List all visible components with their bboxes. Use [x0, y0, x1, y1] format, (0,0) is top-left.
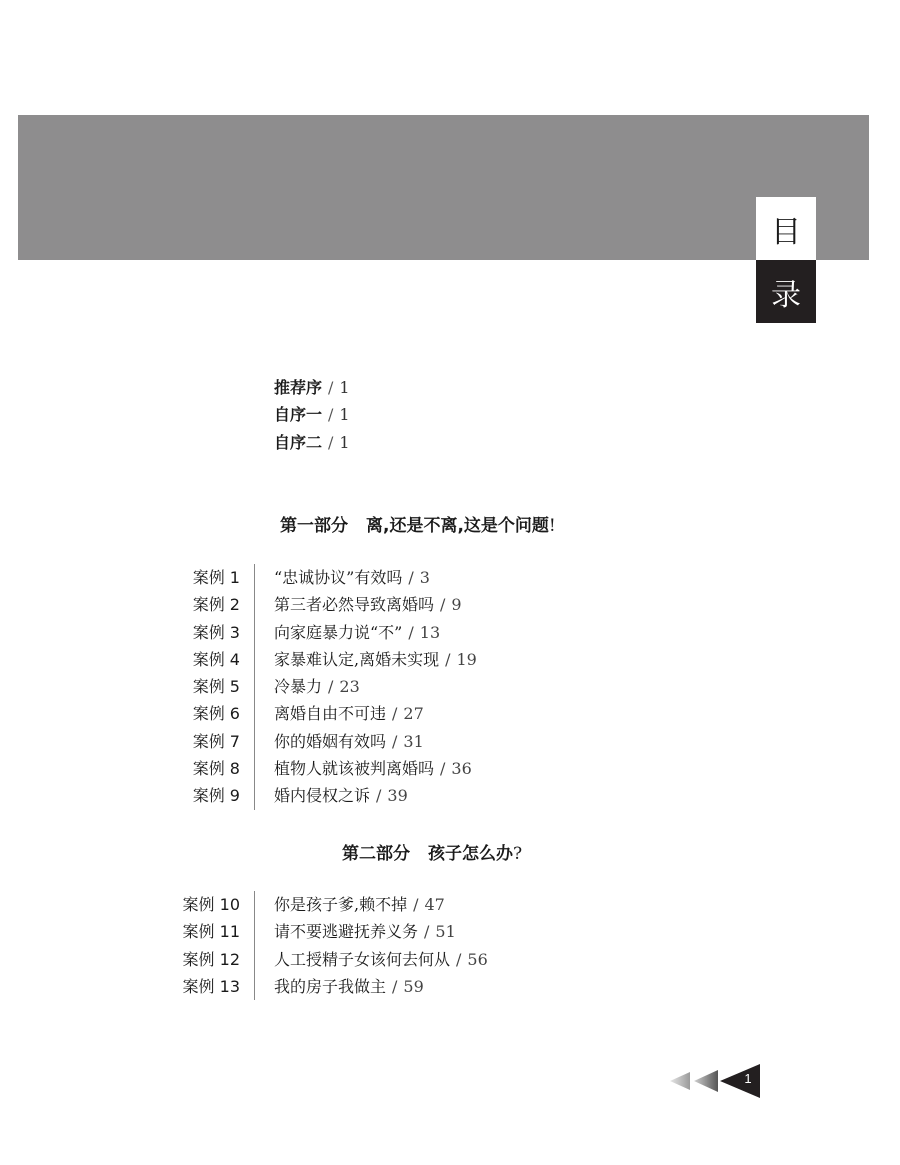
- toc-entry[interactable]: [160, 673, 477, 700]
- separator: /: [392, 731, 398, 751]
- part-title: 离,还是不离,这是个问题: [366, 516, 549, 536]
- front-matter-item[interactable]: [274, 374, 350, 401]
- part-end-punct: ?: [513, 844, 523, 864]
- page-ref: 1: [339, 378, 350, 397]
- separator: /: [328, 677, 334, 697]
- part-heading: [280, 511, 556, 536]
- case-label: 案例 11: [160, 918, 255, 945]
- case-label: 案例 5: [160, 673, 255, 700]
- case-title: “忠诚协议”有效吗: [274, 568, 403, 587]
- part-title: 孩子怎么办: [428, 844, 513, 864]
- triangle-left-mid-icon: [694, 1070, 718, 1092]
- case-title: 植物人就该被判离婚吗: [274, 759, 435, 779]
- front-matter-label: 推荐序: [274, 378, 323, 397]
- separator: /: [328, 378, 334, 397]
- front-matter-label: 自序二: [274, 432, 323, 452]
- case-list: [160, 891, 488, 1000]
- separator: /: [456, 949, 462, 969]
- page-ref: 19: [456, 649, 477, 669]
- page-ref: 3: [419, 568, 430, 587]
- toc-entry[interactable]: [160, 891, 488, 918]
- separator: /: [328, 432, 334, 452]
- separator: /: [445, 649, 451, 669]
- toc-entry[interactable]: [160, 918, 488, 945]
- toc-entry[interactable]: [160, 700, 477, 727]
- page-ref: 27: [403, 704, 424, 724]
- page-title-char-2: 录: [756, 260, 816, 323]
- case-title: 向家庭暴力说“不”: [274, 622, 403, 642]
- page-ref: 36: [451, 759, 472, 779]
- case-label: 案例 6: [160, 700, 255, 727]
- case-title: 你的婚姻有效吗: [274, 731, 387, 751]
- case-label: 案例 1: [160, 564, 255, 591]
- case-title: 离婚自由不可违: [274, 704, 387, 724]
- triangle-left-light-icon: [670, 1072, 690, 1090]
- case-title-line: [255, 591, 462, 618]
- page-ref: 51: [435, 922, 456, 942]
- separator: /: [328, 405, 334, 425]
- toc-entry[interactable]: [160, 728, 477, 755]
- front-matter-list: [274, 374, 350, 456]
- part-end-punct: !: [548, 516, 556, 536]
- triangle-left-dark-icon: [720, 1064, 760, 1098]
- case-title: 第三者必然导致离婚吗: [274, 595, 435, 615]
- part-label: 第一部分: [280, 516, 348, 536]
- page-number: 1: [744, 1071, 752, 1086]
- part-heading: [342, 839, 522, 864]
- case-title: 人工授精子女该何去何从: [274, 949, 451, 969]
- case-label: 案例 9: [160, 782, 255, 809]
- case-title-line: [255, 755, 472, 782]
- case-title-line: [255, 673, 360, 700]
- case-title: 我的房子我做主: [274, 976, 387, 996]
- case-title: 婚内侵权之诉: [274, 786, 371, 806]
- case-label: 案例 8: [160, 755, 255, 782]
- toc-entry[interactable]: [160, 564, 477, 591]
- case-title: 家暴难认定,离婚未实现: [274, 649, 440, 669]
- case-title-line: [255, 973, 424, 1000]
- page-ref: 47: [424, 895, 445, 914]
- toc-entry[interactable]: [160, 591, 477, 618]
- case-title: 你是孩子爹,赖不掉: [274, 895, 408, 914]
- separator: /: [440, 595, 446, 615]
- case-title-line: [255, 918, 456, 945]
- case-title: 请不要逃避抚养义务: [274, 922, 419, 942]
- case-title-line: [255, 891, 445, 918]
- case-label: 案例 10: [160, 891, 255, 918]
- page-ref: 23: [339, 677, 360, 697]
- part-label: 第二部分: [342, 844, 410, 864]
- case-label: 案例 12: [160, 946, 255, 973]
- page-ref: 13: [419, 622, 441, 642]
- case-label: 案例 7: [160, 728, 255, 755]
- separator: /: [392, 704, 398, 724]
- case-title-line: [255, 619, 440, 646]
- front-matter-item[interactable]: [274, 429, 350, 456]
- separator: /: [376, 786, 382, 806]
- page-ref: 31: [403, 731, 424, 751]
- case-title-line: [255, 700, 424, 727]
- page-ref: 56: [467, 949, 488, 969]
- case-title-line: [255, 728, 424, 755]
- case-label: 案例 13: [160, 973, 255, 1000]
- toc-entry[interactable]: [160, 619, 477, 646]
- separator: /: [424, 922, 430, 942]
- case-label: 案例 2: [160, 591, 255, 618]
- page-ref: 39: [387, 786, 408, 806]
- separator: /: [392, 976, 398, 996]
- front-matter-item[interactable]: [274, 401, 350, 428]
- page-ref: 1: [339, 405, 350, 425]
- case-label: 案例 4: [160, 646, 255, 673]
- case-title-line: [255, 782, 408, 809]
- toc-entry[interactable]: [160, 946, 488, 973]
- toc-entry[interactable]: [160, 646, 477, 673]
- case-title-line: [255, 564, 430, 591]
- separator: /: [440, 759, 446, 779]
- separator: /: [413, 895, 419, 914]
- page-ref: 59: [403, 976, 424, 996]
- case-title-line: [255, 646, 477, 673]
- separator: /: [408, 622, 414, 642]
- page-ref: 1: [339, 432, 350, 452]
- separator: /: [408, 568, 414, 587]
- toc-entry[interactable]: [160, 755, 477, 782]
- case-list: [160, 564, 477, 810]
- header-band: [18, 115, 869, 260]
- case-title-line: [255, 946, 488, 973]
- front-matter-label: 自序一: [274, 405, 323, 425]
- page-ref: 9: [451, 595, 462, 615]
- toc-entry[interactable]: [160, 973, 488, 1000]
- toc-entry[interactable]: [160, 782, 477, 809]
- page-title-char-1: 目: [756, 197, 816, 260]
- case-title: 冷暴力: [274, 677, 323, 697]
- case-label: 案例 3: [160, 619, 255, 646]
